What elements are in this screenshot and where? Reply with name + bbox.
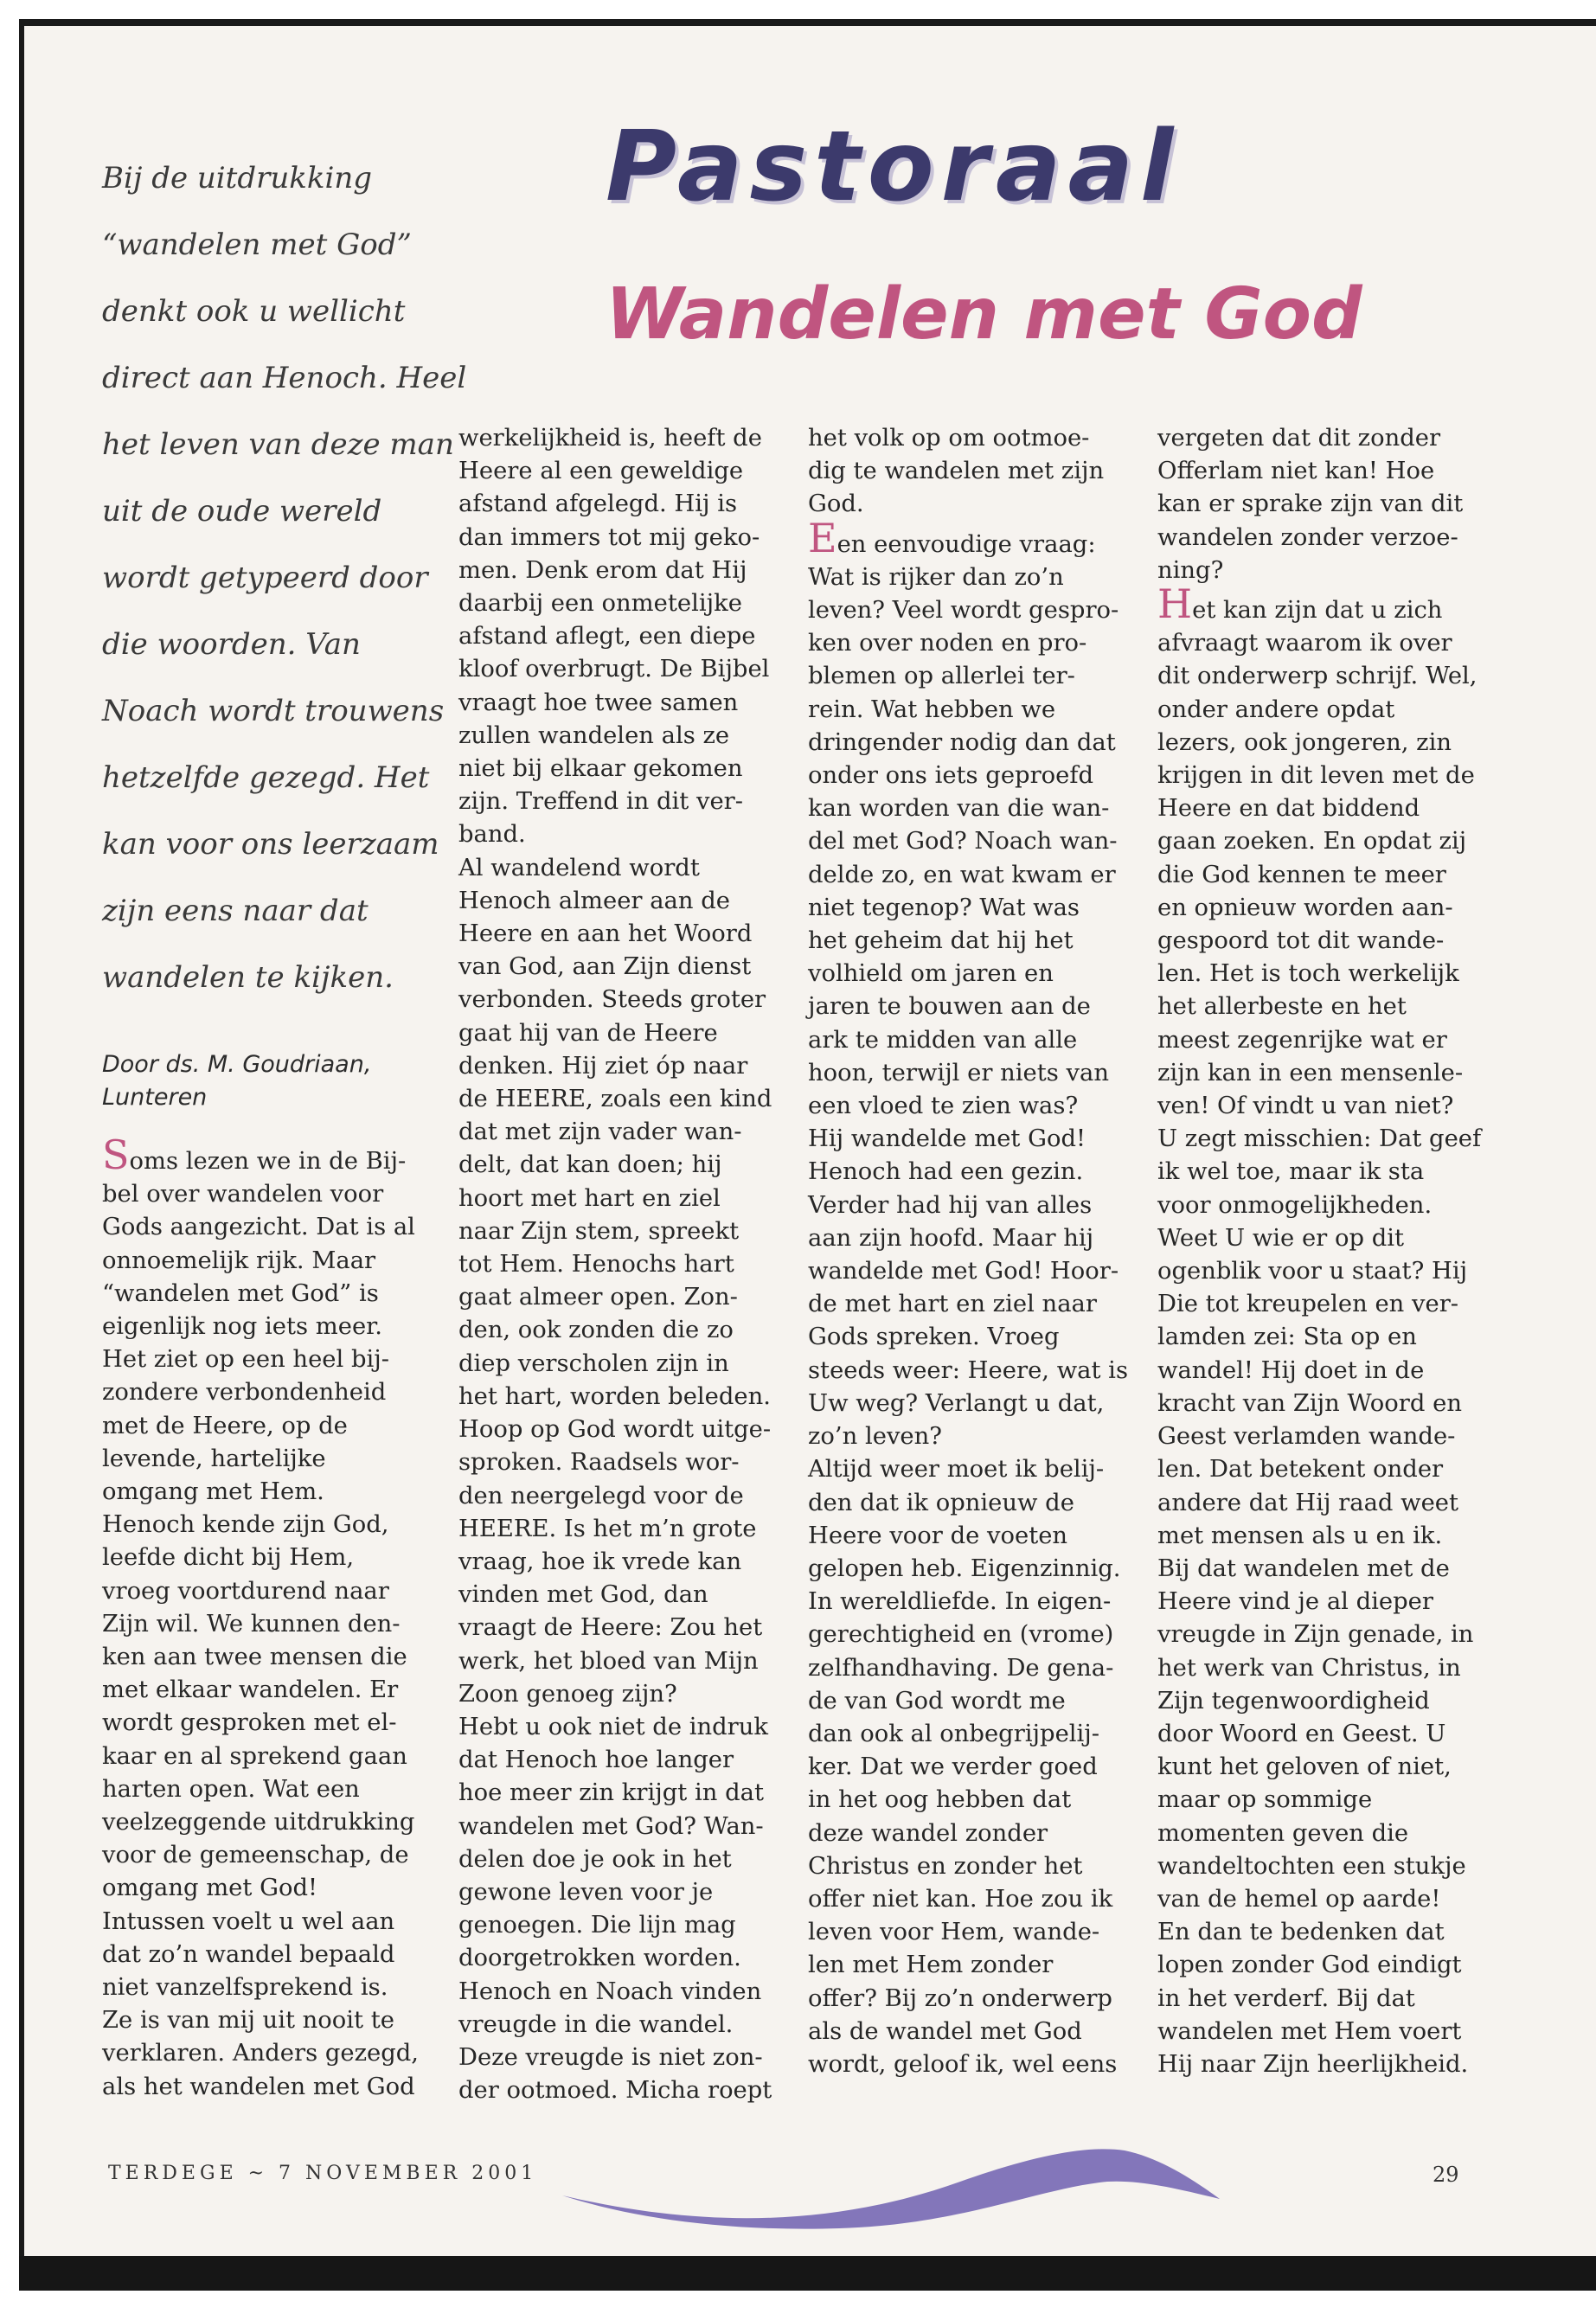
body-line: vreugde in Zijn genade, in (1157, 1621, 1474, 1649)
body-line: daarbij een onmetelijke (458, 590, 742, 618)
body-line: vergeten dat dit zonder (1157, 425, 1441, 452)
body-line: blemen op allerlei ter- (808, 663, 1075, 690)
body-line: genoegen. Die lijn mag (458, 1912, 736, 1939)
body-line: Die tot kreupelen en ver- (1157, 1291, 1459, 1318)
body-line: delde zo, en wat kwam er (808, 861, 1116, 888)
body-line: Weet U wie er op dit (1157, 1224, 1405, 1252)
body-lines (458, 422, 796, 2107)
body-line: lopen zonder God eindigt (1157, 1952, 1462, 1979)
body-line: gewone leven voor je (458, 1878, 714, 1906)
body-line: onnoemelijk rijk. Maar (102, 1247, 376, 1274)
body-line: Heere en dat biddend (1157, 795, 1420, 823)
body-line: vinden met God, dan (458, 1581, 708, 1609)
body-line: doorgetrokken worden. (458, 1945, 741, 1972)
body-line: dan immers tot mij geko- (458, 523, 760, 551)
body-line: “wandelen met God” is (102, 1279, 379, 1307)
scan-edge-top (19, 19, 1596, 26)
body-line: ark te midden van alle (808, 1026, 1078, 1054)
body-line: God. (808, 490, 864, 518)
body-line: naar Zijn stem, spreekt (458, 1217, 740, 1245)
body-line: in het oog hebben dat (808, 1786, 1072, 1814)
body-line: rein. Wat hebben we (808, 695, 1056, 723)
body-line: momenten geven die (1157, 1819, 1409, 1847)
intro-line: zijn eens naar dat (102, 894, 369, 928)
body-line: sproken. Raadsels wor- (458, 1449, 740, 1477)
body-line: leefde dicht bij Hem, (102, 1544, 355, 1572)
body-line: niet tegenop? Wat was (808, 894, 1080, 921)
body-line: den, ook zonden die zo (458, 1317, 734, 1344)
body-line: en opnieuw worden aan- (1157, 894, 1453, 921)
body-line: veelzeggende uitdrukking (102, 1809, 415, 1836)
body-line: hoort met hart en ziel (458, 1184, 721, 1212)
body-line: onder ons iets geproefd (808, 762, 1094, 790)
body-line: Intussen voelt u wel aan (102, 1907, 395, 1935)
body-line: voor de gemeenschap, de (102, 1842, 409, 1869)
body-line: leven? Veel wordt gespro- (808, 597, 1119, 625)
body-line: gaat almeer open. Zon- (458, 1284, 738, 1311)
intro-line: Bij de uitdrukking (102, 161, 372, 195)
body-line: zijn kan in een mensenle- (1157, 1059, 1464, 1086)
intro-line: Noach wordt trouwens (102, 694, 445, 728)
body-line: diep verscholen zijn in (458, 1349, 729, 1377)
body-line: dit onderwerp schrijf. Wel, (1157, 663, 1477, 690)
body-line: gerechtigheid en (vrome) (808, 1621, 1114, 1649)
body-line: zo’n leven? (808, 1423, 942, 1451)
body-line: Al wandelend wordt (458, 854, 700, 881)
body-line: dat met zijn vader wan- (458, 1118, 742, 1146)
body-line: Heere al een geweldige (458, 458, 744, 485)
body-line: Heere voor de voeten (808, 1522, 1068, 1549)
body-line: Zijn tegenwoordigheid (1157, 1687, 1430, 1715)
paragraph-start (102, 1131, 439, 1178)
body-line: et kan zijn dat u zich (1192, 597, 1443, 625)
byline (102, 1048, 465, 1114)
body-line: Wat is rijker dan zo’n (808, 563, 1064, 591)
body-line: Hij naar Zijn heerlijkheid. (1157, 2050, 1469, 2078)
body-line: Het ziet op een heel bij- (102, 1346, 389, 1374)
intro-line: kan voor ons leerzaam (102, 827, 439, 862)
body-line: Hebt u ook niet de indruk (458, 1713, 769, 1740)
body-line: ken aan twee mensen die (102, 1644, 407, 1671)
body-line: Christus en zonder het (808, 1852, 1083, 1880)
body-line: In wereldliefde. In eigen- (808, 1588, 1112, 1616)
body-lines (808, 561, 1145, 2081)
body-line: offer niet kan. Hoe zou ik (808, 1885, 1113, 1913)
body-line: zondere verbondenheid (102, 1379, 387, 1407)
body-line: tot Hem. Henochs hart (458, 1251, 734, 1279)
body-line: levende, hartelijke (102, 1445, 326, 1472)
body-line: niet vanzelfsprekend is. (102, 1974, 388, 2002)
body-line: die God kennen te meer (1157, 861, 1446, 888)
intro-line: denkt ook u wellicht (102, 294, 406, 329)
body-line: het volk op om ootmoe- (808, 425, 1090, 452)
body-line: als de wandel met God (808, 2017, 1082, 2045)
body-line: en eenvoudige vraag: (836, 530, 1096, 558)
body-column-2 (458, 422, 796, 2107)
body-line: dringender nodig dan dat (808, 728, 1116, 756)
body-line: men. Denk erom dat Hij (458, 556, 747, 584)
body-line: aan zijn hoofd. Maar hij (808, 1224, 1094, 1252)
body-line: vraagt hoe twee samen (458, 689, 739, 716)
body-line: zullen wandelen als ze (458, 721, 730, 749)
body-line: Ze is van mij uit nooit te (102, 2007, 394, 2035)
body-line: bel over wandelen voor (102, 1181, 384, 1208)
body-line: Hij wandelde met God! (808, 1125, 1086, 1153)
body-line: vroeg voortdurend naar (102, 1577, 389, 1605)
body-line: Deze vreugde is niet zon- (458, 2043, 763, 2071)
paragraph-start (1157, 580, 1495, 628)
intro-line: wandelen te kijken. (102, 960, 394, 995)
body-line: kan worden van die wan- (808, 795, 1110, 823)
body-line: Henoch en Noach vinden (458, 1977, 762, 2005)
body-line: Offerlam niet kan! Hoe (1157, 458, 1435, 485)
body-line: Bij dat wandelen met de (1157, 1554, 1450, 1582)
body-line: van God, aan Zijn dienst (458, 953, 752, 981)
body-line: het geheim dat hij het (808, 927, 1074, 955)
body-line: niet bij elkaar gekomen (458, 755, 743, 783)
intro-line: direct aan Henoch. Heel (102, 361, 467, 395)
body-line: Gods spreken. Vroeg (808, 1324, 1060, 1351)
body-line: den dat ik opnieuw de (808, 1489, 1074, 1516)
body-line: kan er sprake zijn van dit (1157, 490, 1464, 518)
body-line: hoon, terwijl er niets van (808, 1059, 1109, 1086)
body-line: Hoop op God wordt uitge- (458, 1416, 772, 1444)
body-line: Heere vind je al dieper (1157, 1588, 1433, 1616)
body-line: in het verderf. Bij dat (1157, 1984, 1415, 2012)
intro-line: het leven van deze man (102, 427, 454, 462)
body-line: oms lezen we in de Bij- (129, 1148, 407, 1175)
body-line: wordt gesproken met el- (102, 1709, 397, 1737)
body-line: omgang met Hem. (102, 1478, 324, 1506)
body-line: gelopen heb. Eigenzinnig. (808, 1554, 1121, 1582)
body-line: Henoch almeer aan de (458, 887, 730, 914)
body-line: En dan te bedenken dat (1157, 1919, 1445, 1946)
body-line: lamden zei: Sta op en (1157, 1324, 1417, 1351)
body-line: kloof overbrugt. De Bijbel (458, 656, 770, 683)
body-line: delen doe je ook in het (458, 1845, 732, 1873)
body-line: dig te wandelen met zijn (808, 458, 1105, 485)
body-line: vreugde in die wandel. (458, 2010, 734, 2038)
body-line: steeds weer: Heere, wat is (808, 1356, 1129, 1384)
body-line: de met hart en ziel naar (808, 1291, 1097, 1318)
body-line: len. Dat betekent onder (1157, 1456, 1444, 1484)
body-line: leven voor Hem, wande- (808, 1919, 1100, 1946)
body-line: met elkaar wandelen. Er (102, 1676, 399, 1704)
body-line: als het wandelen met God (102, 2073, 415, 2100)
body-line: wandelen met God? Wan- (458, 1812, 764, 1840)
intro-line: die woorden. Van (102, 627, 361, 662)
body-line: ning? (1157, 556, 1224, 584)
body-line: deze wandel zonder (808, 1819, 1048, 1847)
body-lines (1157, 627, 1495, 2081)
body-line: Heere en aan het Woord (458, 920, 753, 948)
body-line: Gods aangezicht. Dat is al (102, 1214, 415, 1241)
body-line: Altijd weer moet ik belij- (808, 1456, 1105, 1484)
intro-line: “wandelen met God” (102, 228, 412, 262)
body-line: zijn. Treffend in dit ver- (458, 788, 744, 816)
body-line: krijgen in dit leven met de (1157, 762, 1475, 790)
body-line: vraagt de Heere: Zou het (458, 1614, 763, 1642)
body-line: werkelijkheid is, heeft de (458, 425, 762, 452)
body-line: verbonden. Steeds groter (458, 986, 766, 1014)
body-line: ker. Dat we verder goed (808, 1753, 1098, 1781)
body-line: Henoch kende zijn God, (102, 1511, 389, 1539)
body-line: dat zo’n wandel bepaald (102, 1940, 395, 1968)
body-line: wandelen met Hem voert (1157, 2017, 1462, 2045)
intro-line: hetzelfde gezegd. Het (102, 760, 430, 795)
body-line: de HEERE, zoals een kind (458, 1086, 772, 1113)
intro-text (102, 145, 465, 1011)
body-column-3 (808, 422, 1145, 2081)
body-line: omgang met God! (102, 1875, 318, 1902)
body-line: door Woord en Geest. U (1157, 1720, 1446, 1747)
body-line: wandelde met God! Hoor- (808, 1258, 1119, 1285)
body-line: gaan zoeken. En opdat zij (1157, 828, 1467, 856)
body-line: ven! Of vindt u van niet? (1157, 1093, 1454, 1120)
body-line: hoe meer zin krijgt in dat (458, 1779, 764, 1807)
body-line: len met Hem zonder (808, 1952, 1054, 1979)
footer-publication: TERDEGE ~ 7 NOVEMBER 2001 (108, 2163, 538, 2184)
body-line: met de Heere, op de (102, 1412, 348, 1439)
body-line: harten open. Wat een (102, 1775, 360, 1803)
body-line: maar op sommige (1157, 1786, 1373, 1814)
body-line: andere dat Hij raad weet (1157, 1489, 1459, 1516)
body-line: kaar en al sprekend gaan (102, 1742, 407, 1770)
body-line: der ootmoed. Micha roept (458, 2077, 772, 2105)
byline-place: Lunteren (102, 1084, 208, 1111)
body-line: afvraagt waarom ik over (1157, 630, 1452, 657)
body-column-4 (1157, 422, 1495, 2081)
body-line: wandel! Hij doet in de (1157, 1356, 1425, 1384)
body-column-1 (102, 1131, 439, 2104)
body-line: kracht van Zijn Woord en (1157, 1389, 1462, 1417)
body-line: U zegt misschien: Dat geef (1157, 1125, 1482, 1153)
body-line: afstand afgelegd. Hij is (458, 490, 738, 518)
body-lines (102, 1178, 439, 2104)
body-line: jaren te bouwen aan de (808, 993, 1091, 1021)
body-line: wordt, geloof ik, wel eens (808, 2050, 1118, 2078)
body-lines (808, 422, 1145, 522)
body-line: eigenlijk nog iets meer. (102, 1313, 382, 1341)
body-line: delt, dat kan doen; hij (458, 1151, 722, 1179)
body-line: onder andere opdat (1157, 695, 1395, 723)
body-line: met mensen als u en ik. (1157, 1522, 1443, 1549)
body-line: volhield om jaren en (808, 960, 1054, 988)
body-line: Uw weg? Verlangt u dat, (808, 1389, 1105, 1417)
body-line: del met God? Noach wan- (808, 828, 1118, 856)
scan-edge-bottom (19, 2256, 1596, 2291)
body-line: meest zegenrijke wat er (1157, 1026, 1447, 1054)
drop-cap: H (1157, 580, 1193, 628)
drop-cap: E (808, 514, 837, 561)
body-line: verklaren. Anders gezegd, (102, 2040, 420, 2067)
body-line: Verder had hij van alles (808, 1191, 1093, 1219)
body-line: wandelen zonder verzoe- (1157, 523, 1458, 551)
body-line: het werk van Christus, in (1157, 1654, 1461, 1682)
body-line: ogenblik voor u staat? Hij (1157, 1258, 1468, 1285)
section-title: Pastoraal (606, 111, 1181, 223)
body-line: ik wel toe, maar ik sta (1157, 1158, 1425, 1186)
body-line: de van God wordt me (808, 1687, 1066, 1715)
body-line: van de hemel op aarde! (1157, 1885, 1441, 1913)
body-line: Henoch had een gezin. (808, 1158, 1084, 1186)
body-line: kunt het geloven of niet, (1157, 1753, 1452, 1781)
decorative-wave (554, 2128, 1228, 2232)
intro-line: wordt getypeerd door (102, 561, 428, 595)
body-lines (1157, 422, 1495, 587)
body-line: den neergelegd voor de (458, 1482, 744, 1509)
body-line: dat Henoch hoe langer (458, 1747, 734, 1774)
body-line: afstand aflegt, een diepe (458, 623, 756, 651)
body-line: offer? Bij zo’n onderwerp (808, 1984, 1112, 2012)
intro-line: uit de oude wereld (102, 494, 382, 529)
article-title: Wandelen met God (606, 273, 1362, 356)
drop-cap: S (102, 1131, 130, 1178)
page-number: 29 (1433, 2163, 1459, 2187)
body-line: HEERE. Is het m’n grote (458, 1515, 757, 1542)
body-line: zelfhandhaving. De gena- (808, 1654, 1114, 1682)
body-line: gaat hij van de Heere (458, 1019, 718, 1047)
body-line: Zoon genoeg zijn? (458, 1680, 677, 1708)
body-line: band. (458, 821, 526, 849)
body-line: Zijn wil. We kunnen den- (102, 1610, 401, 1638)
body-line: het hart, worden beleden. (458, 1382, 771, 1410)
body-line: denken. Hij ziet óp naar (458, 1052, 748, 1080)
body-line: ken over noden en pro- (808, 630, 1087, 657)
body-line: Geest verlamden wande- (1157, 1423, 1456, 1451)
body-line: lezers, ook jongeren, zin (1157, 728, 1452, 756)
body-line: wandeltochten een stukje (1157, 1852, 1466, 1880)
body-line: gespoord tot dit wande- (1157, 927, 1445, 955)
byline-author: Door ds. M. Goudriaan, (102, 1051, 372, 1078)
body-line: het allerbeste en het (1157, 993, 1407, 1021)
body-line: werk, het bloed van Mijn (458, 1647, 759, 1675)
body-line: dan ook al onbegrijpelij- (808, 1720, 1100, 1747)
body-line: len. Het is toch werkelijk (1157, 960, 1459, 988)
body-line: een vloed te zien was? (808, 1093, 1079, 1120)
paragraph-start (808, 514, 1145, 561)
body-line: voor onmogelijkheden. (1157, 1191, 1433, 1219)
body-line: vraag, hoe ik vrede kan (458, 1548, 742, 1575)
